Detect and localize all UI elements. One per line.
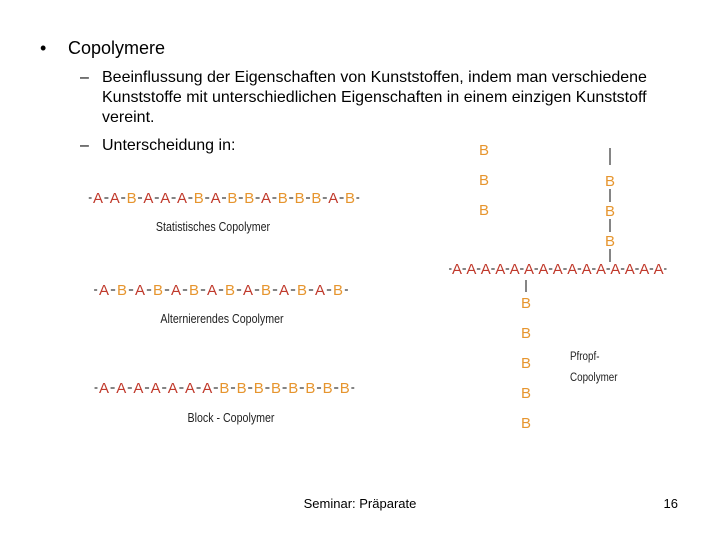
statistical-chain-monomer-b: B (126, 190, 137, 207)
graft-backbone-monomer-a: A (653, 261, 664, 278)
bullet-dot: • (40, 38, 47, 58)
graft-backbone-monomer-a: A (509, 261, 520, 278)
block-chain-monomer-a: A (167, 380, 178, 397)
statistical-chain-monomer-a: A (92, 190, 104, 207)
alternating-chain-monomer-b: B (260, 282, 272, 299)
graft-backbone-monomer-a: A (639, 261, 650, 278)
graft-backbone-monomer-a: A (567, 261, 578, 278)
block-chain-monomer-a: A (202, 380, 213, 397)
dash-marker: – (80, 69, 89, 86)
alternating-chain-monomer-a: A (206, 282, 218, 299)
graft-branch-upper-right-monomer-b: B (604, 233, 616, 250)
alternating-chain-monomer-a: A (170, 282, 182, 299)
block-chain-monomer-a: A (150, 380, 161, 397)
graft-copolymer-label-2: Copolymer (570, 371, 618, 385)
page-number: 16 (663, 496, 678, 511)
graft-backbone-monomer-a: A (595, 261, 607, 278)
point-1-text: Beeinflussung der Eigenschaften von Kunststoffen, indem man verschiedene Kunststoffe mit unterschiedlichen Eigenschaften in einem einzigen Kunststoff vereint. (102, 69, 647, 126)
block-chain-monomer-b: B (288, 380, 299, 397)
statistical-chain-monomer-a: A (160, 190, 171, 207)
alternating-chain-monomer-b: B (332, 282, 344, 299)
graft-branch-lower-monomer-b: B (520, 415, 532, 432)
block-chain-monomer-a: A (133, 380, 144, 397)
alternating-chain-monomer-a: A (242, 282, 254, 299)
alternating-chain-monomer-b: B (224, 282, 236, 299)
statistical-chain-monomer-a: A (260, 190, 272, 207)
graft-branch-lower-monomer-b: B (520, 385, 532, 402)
statistical-chain-monomer-a: A (143, 190, 154, 207)
graft-branch-upper-right-monomer-b: B (604, 173, 616, 190)
block-chain-monomer-b: B (322, 380, 333, 397)
alternating-chain-monomer-a: A (278, 282, 290, 299)
graft-backbone-monomer-a: A (610, 261, 621, 278)
statistical-chain-monomer-b: B (277, 190, 288, 207)
graft-backbone-monomer-a: A (480, 261, 491, 278)
statistical-chain-monomer-b: B (294, 190, 305, 207)
graft-backbone-monomer-a: A (552, 261, 563, 278)
graft-branch-lower-monomer-b: B (520, 355, 532, 372)
statistical-chain-monomer-a: A (210, 190, 221, 207)
statistical-chain-monomer-b: B (227, 190, 238, 207)
graft-branch-upper-left-monomer-b: B (478, 202, 490, 219)
alternating-chain-monomer-a: A (134, 282, 146, 299)
block-chain-monomer-b: B (253, 380, 264, 397)
graft-branch-upper-left-monomer-b: B (478, 142, 490, 159)
block-copolymer-label: Block - Copolymer (187, 409, 275, 426)
dash-marker: – (80, 137, 89, 154)
block-chain-monomer-b: B (270, 380, 282, 397)
slide-title-text: Copolymere (68, 38, 166, 58)
block-chain-monomer-a: A (116, 380, 127, 397)
statistical-chain-monomer-a: A (328, 190, 339, 207)
alternating-copolymer-label: Alternierendes Copolymer (160, 310, 284, 327)
statistical-chain-monomer-b: B (311, 190, 322, 207)
graft-copolymer-label-1: Pfropf- (570, 350, 600, 364)
graft-backbone-monomer-a: A (495, 261, 506, 278)
alternating-chain-monomer-b: B (296, 282, 308, 299)
alternating-chain-monomer-a: A (98, 282, 110, 299)
statistical-copolymer-label: Statistisches Copolymer (155, 218, 271, 235)
statistical-chain-monomer-b: B (193, 190, 204, 207)
graft-branch-lower-monomer-b: B (520, 295, 532, 312)
alternating-chain-monomer-a: A (314, 282, 326, 299)
alternating-chain-monomer-b: B (152, 282, 164, 299)
graft-backbone-monomer-a: A (624, 261, 635, 278)
statistical-chain-monomer-a: A (109, 190, 120, 207)
statistical-chain-monomer-a: A (176, 190, 188, 207)
graft-branch-lower-monomer-b: B (520, 325, 532, 342)
block-chain-monomer-b: B (305, 380, 316, 397)
block-chain-monomer-a: A (98, 380, 110, 397)
statistical-chain-monomer-b: B (344, 190, 356, 207)
statistical-chain-monomer-b: B (244, 190, 255, 207)
block-chain-monomer-b: B (236, 380, 247, 397)
alternating-chain-monomer-b: B (116, 282, 128, 299)
block-chain-monomer-b: B (219, 380, 230, 397)
block-chain-monomer-b: B (339, 380, 350, 397)
point-2-text: Unterscheidung in: (102, 137, 236, 154)
graft-backbone-monomer-a: A (466, 261, 477, 278)
footer-text: Seminar: Präparate (303, 496, 417, 511)
graft-backbone-monomer-a: A (451, 261, 463, 278)
graft-branch-upper-left-monomer-b: B (478, 172, 490, 189)
graft-backbone-monomer-a: A (538, 261, 549, 278)
graft-backbone-monomer-a: A (581, 261, 592, 278)
block-chain-monomer-a: A (184, 380, 196, 397)
graft-backbone-monomer-a: A (523, 261, 535, 278)
graft-branch-upper-right-monomer-b: B (604, 203, 616, 220)
alternating-chain-monomer-b: B (188, 282, 200, 299)
